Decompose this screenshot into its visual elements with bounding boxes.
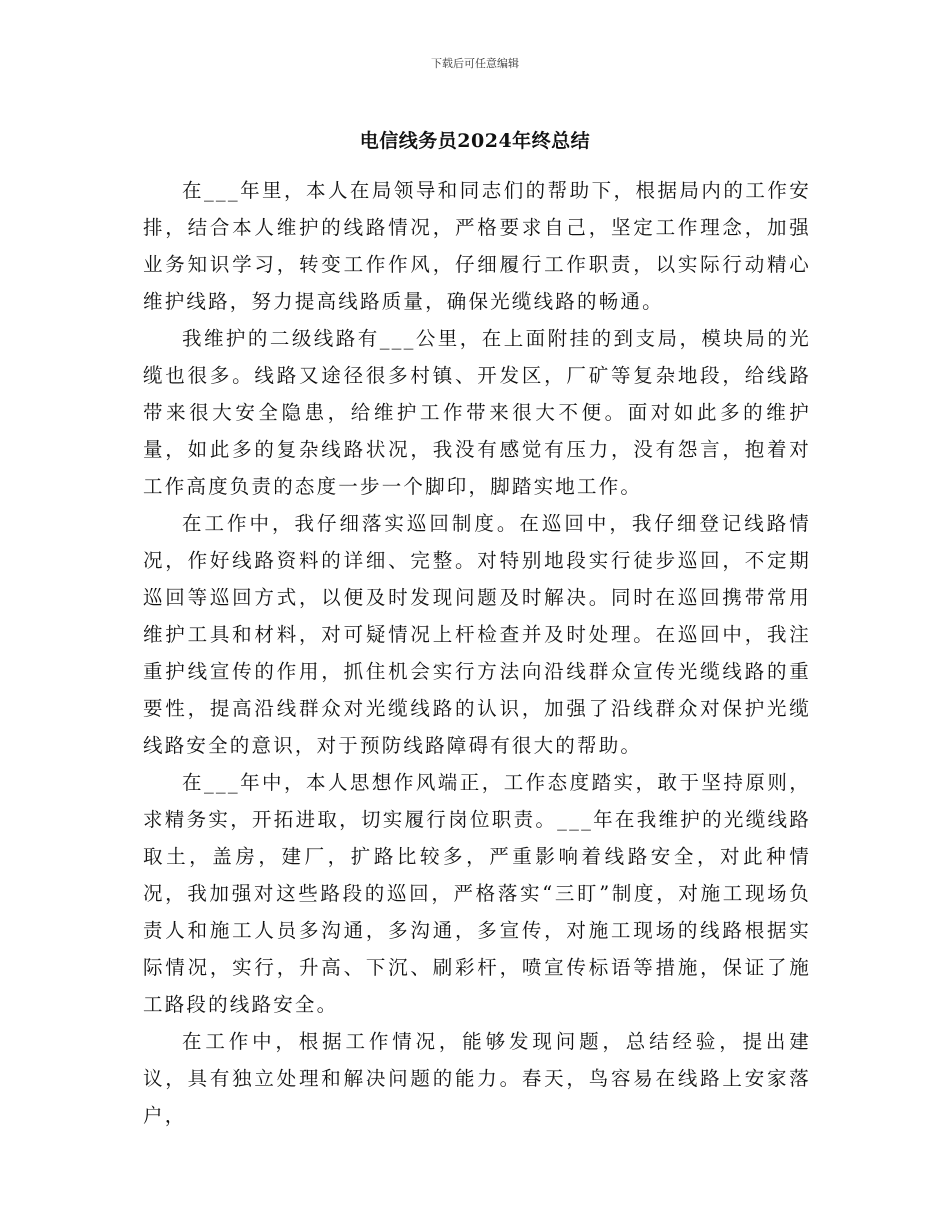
paragraph: 在工作中，我仔细落实巡回制度。在巡回中，我仔细登记线路情况，作好线路资料的详细、完整。对特别地段实行徒步巡回，不定期巡回等巡回方式，以便及时发现问题及时解决。同时在巡回携带常用维护工具和材料，对可疑情况上杆检查并及时处理。在巡回中，我注重护线宣传的作用，抓住机会实行方法向沿线群众宣传光缆线路的重要性，提高沿线群众对光缆线路的认识，加强了沿线群众对保护光缆线路安全的意识，对于预防线路障碍有很大的帮助。: [143, 512, 811, 757]
paragraph: 我维护的二级线路有___公里，在上面附挂的到支局，模块局的光缆也很多。线路又途径很多村镇、开发区，厂矿等复杂地段，给线路带来很大安全隐患，给维护工作带来很大不便。面对如此多的维护量，如此多的复杂线路状况，我没有感觉有压力，没有怨言，抱着对工作高度负责的态度一步一个脚印，脚踏实地工作。: [143, 327, 811, 498]
document-title: 电信线务员2024年终总结: [359, 130, 591, 152]
header-note: 下载后可任意编辑: [431, 57, 519, 70]
paragraph: 在工作中，根据工作情况，能够发现问题，总结经验，提出建议，具有独立处理和解决问题的能力。春天，鸟容易在线路上安家落户，: [143, 1030, 811, 1127]
paragraph: 在___年里，本人在局领导和同志们的帮助下，根据局内的工作安排，结合本人维护的线路情况，严格要求自己，坚定工作理念，加强业务知识学习，转变工作作风，仔细履行工作职责，以实际行动精心维护线路，努力提高线路质量，确保光缆线路的畅通。: [143, 179, 811, 313]
paragraph: 在___年中，本人思想作风端正，工作态度踏实，敢于坚持原则，求精务实，开拓进取，切实履行岗位职责。___年在我维护的光缆线路取土，盖房，建厂，扩路比较多，严重影响着线路安全，对此种情况，我加强对这些路段的巡回，严格落实“三盯”制度，对施工现场负责人和施工人员多沟通，多沟通，多宣传，对施工现场的线路根据实际情况，实行，升高、下沉、刷彩杆，喷宣传标语等措施，保证了施工路段的线路安全。: [143, 771, 811, 1016]
document-body: [143, 172, 811, 1134]
